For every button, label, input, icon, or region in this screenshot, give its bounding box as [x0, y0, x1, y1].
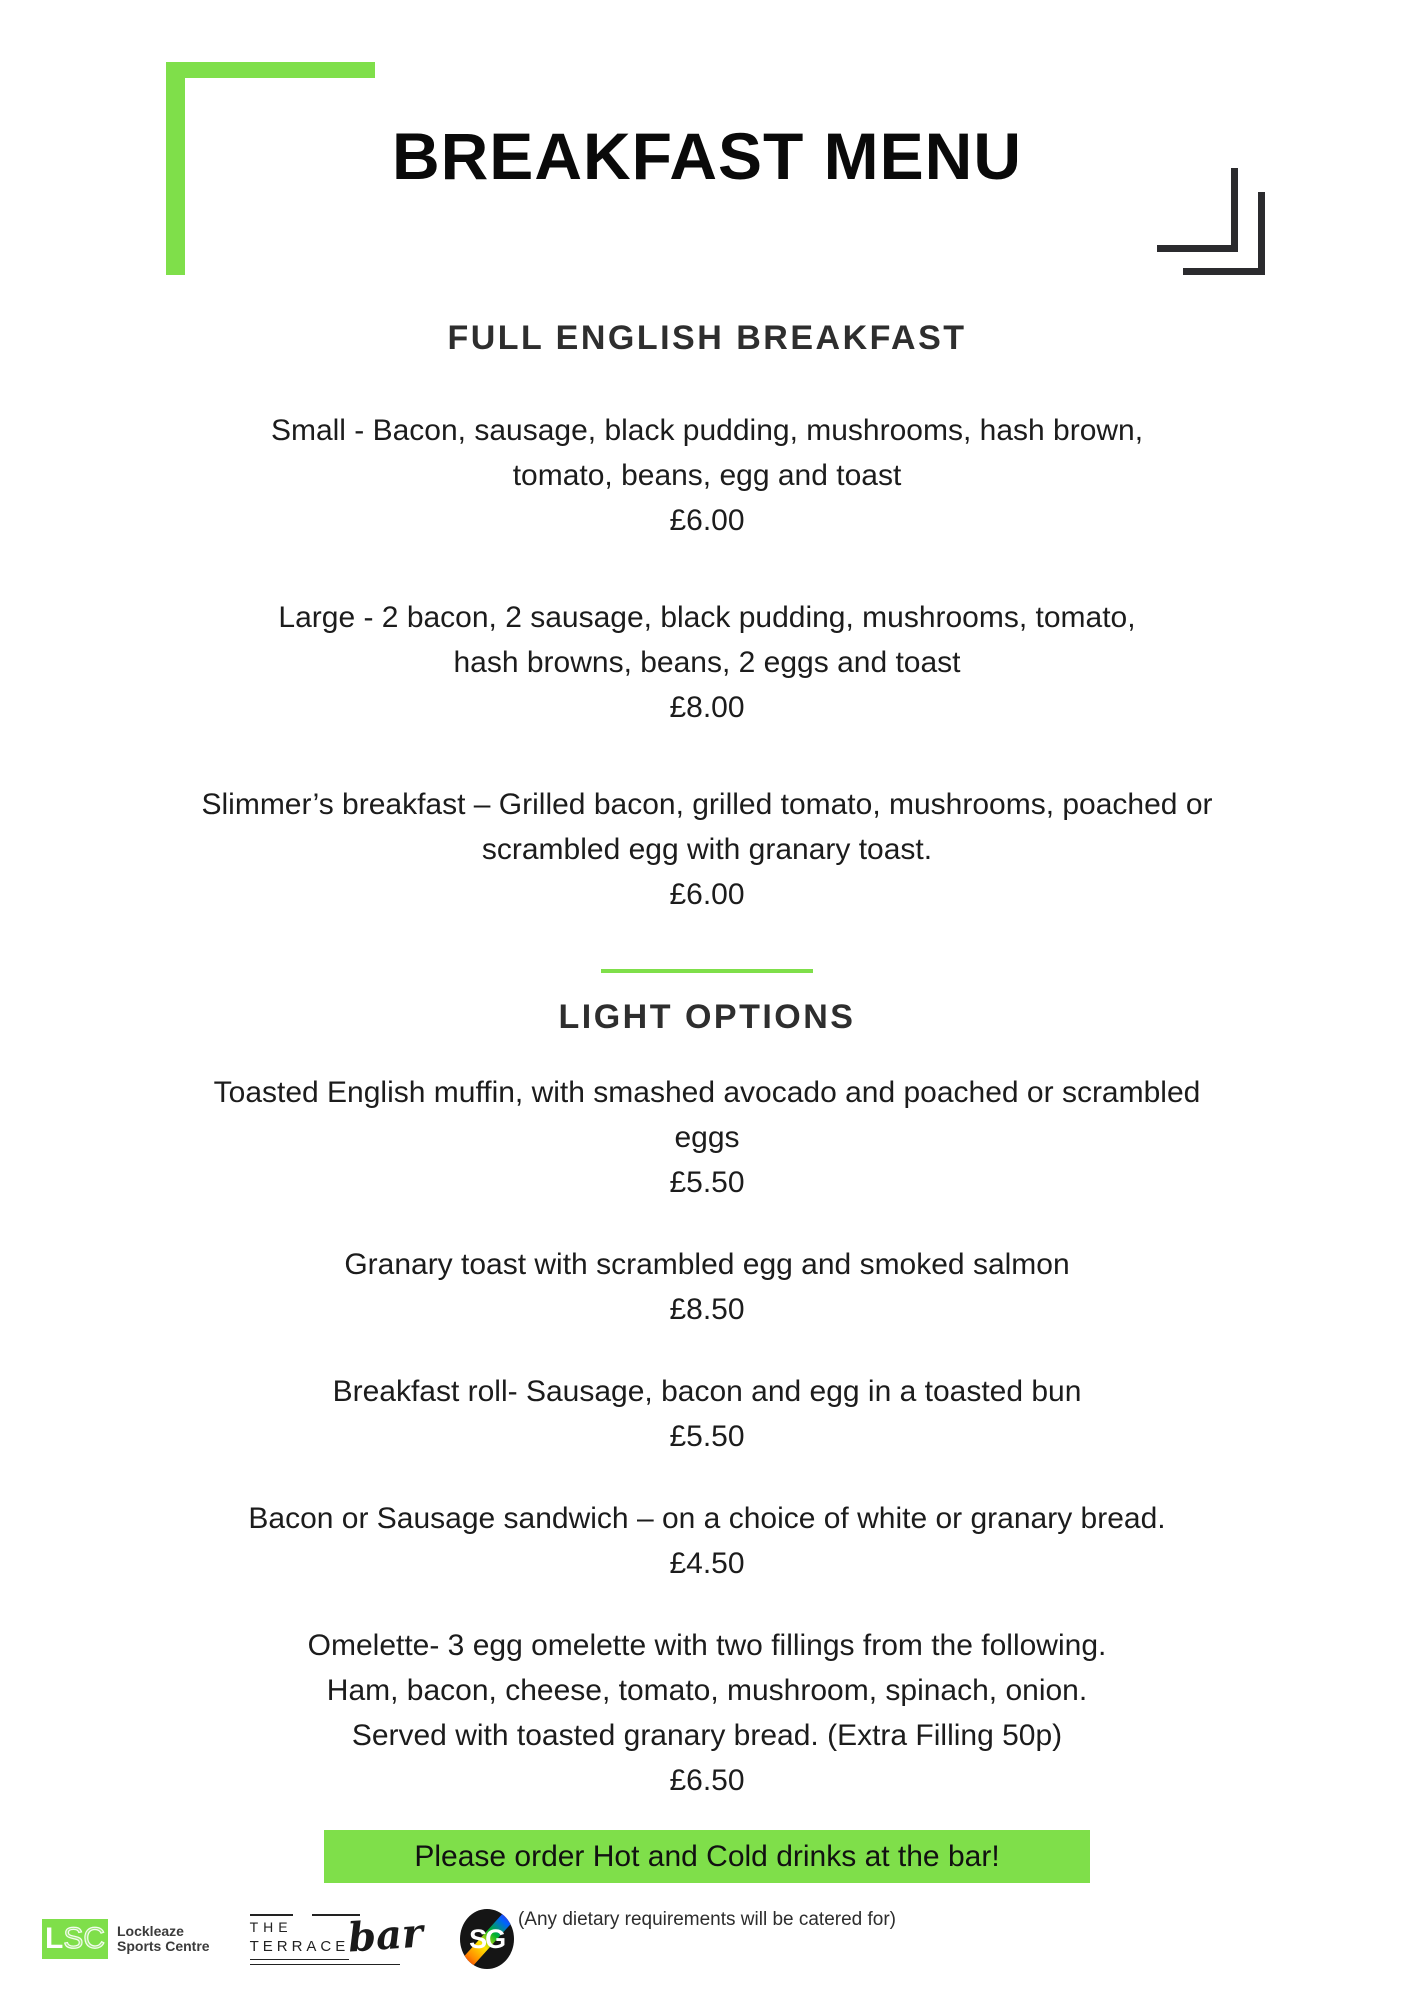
- menu-item-text: Slimmer’s breakfast – Grilled bacon, grilled tomato, mushrooms, poached or: [201, 788, 1213, 821]
- lsc-logo-text: [117, 1924, 210, 1954]
- menu-item-price: £5.50: [669, 1420, 745, 1453]
- sg-logo-letters: SG: [469, 1923, 505, 1954]
- page-title: BREAKFAST MENU: [391, 119, 1022, 193]
- dietary-requirements-note: (Any dietary requirements will be catered for): [517, 1909, 897, 1930]
- menu-item-text: Bacon or Sausage sandwich – on a choice of white or granary bread.: [248, 1502, 1166, 1535]
- menu-item-price: £6.00: [669, 504, 745, 537]
- menu-item-text: Omelette- 3 egg omelette with two fillings from the following.: [307, 1629, 1107, 1662]
- menu-item-price: £8.00: [669, 691, 745, 724]
- section-heading-light-options: LIGHT OPTIONS: [558, 998, 856, 1036]
- terrace-logo-underline: [250, 1964, 400, 1965]
- section-divider-line: [601, 969, 813, 973]
- lockleaze-sports-centre-logo: [42, 1919, 210, 1959]
- menu-item-price: £4.50: [669, 1547, 745, 1580]
- menu-item-small-breakfast: [0, 408, 1414, 543]
- menu-item-granary-toast: [0, 1242, 1414, 1332]
- black-corner-bracket-inner: [1183, 192, 1265, 275]
- sg-circle-logo: [460, 1909, 514, 1969]
- menu-item-text: scrambled egg with granary toast.: [481, 833, 933, 866]
- menu-item-text: Large - 2 bacon, 2 sausage, black pudding, mushrooms, tomato,: [278, 601, 1136, 634]
- menu-item-text: Small - Bacon, sausage, black pudding, mushrooms, hash brown,: [270, 414, 1144, 447]
- menu-item-text: eggs: [674, 1121, 740, 1154]
- footer-logos: [42, 1908, 514, 1970]
- terrace-bar-logo: [249, 1908, 425, 1970]
- menu-item-text: Ham, bacon, cheese, tomato, mushroom, spinach, onion.: [326, 1674, 1088, 1707]
- menu-item-breakfast-roll: [0, 1369, 1414, 1459]
- terrace-logo-terrace: TERRACE: [250, 1938, 350, 1960]
- menu-item-english-muffin: [0, 1070, 1414, 1205]
- lsc-logo-mark: [42, 1919, 108, 1959]
- lsc-logo-letter-l: L: [44, 1922, 64, 1955]
- lsc-logo-letters-sc: SC: [63, 1922, 105, 1955]
- menu-item-omelette: [0, 1623, 1414, 1803]
- section-heading-full-english: FULL ENGLISH BREAKFAST: [447, 319, 967, 357]
- menu-body: [0, 318, 1414, 1931]
- menu-item-text: Toasted English muffin, with smashed avocado and poached or scrambled: [213, 1076, 1201, 1109]
- menu-item-text: tomato, beans, egg and toast: [512, 459, 902, 492]
- menu-item-price: £6.00: [669, 878, 745, 911]
- menu-item-bacon-sausage-sandwich: [0, 1496, 1414, 1586]
- menu-item-text: hash browns, beans, 2 eggs and toast: [453, 646, 961, 679]
- terrace-logo-the: THE: [250, 1914, 293, 1935]
- menu-item-slimmers-breakfast: [0, 782, 1414, 917]
- terrace-logo-bar-script: bar: [345, 1909, 425, 1962]
- lsc-logo-text-line2: Sports Centre: [117, 1938, 210, 1954]
- menu-item-text: Served with toasted granary bread. (Extra Filling 50p): [351, 1719, 1063, 1752]
- menu-item-large-breakfast: [0, 595, 1414, 730]
- drinks-order-banner: Please order Hot and Cold drinks at the bar!: [324, 1830, 1090, 1883]
- light-options-section: [0, 1070, 1414, 1803]
- menu-item-text: Breakfast roll- Sausage, bacon and egg in a toasted bun: [332, 1375, 1082, 1408]
- lsc-logo-text-line1: Lockleaze: [117, 1923, 184, 1939]
- menu-item-text: Granary toast with scrambled egg and smoked salmon: [344, 1248, 1070, 1281]
- menu-item-price: £8.50: [669, 1293, 745, 1326]
- menu-item-price: £6.50: [669, 1764, 745, 1797]
- menu-item-price: £5.50: [669, 1166, 745, 1199]
